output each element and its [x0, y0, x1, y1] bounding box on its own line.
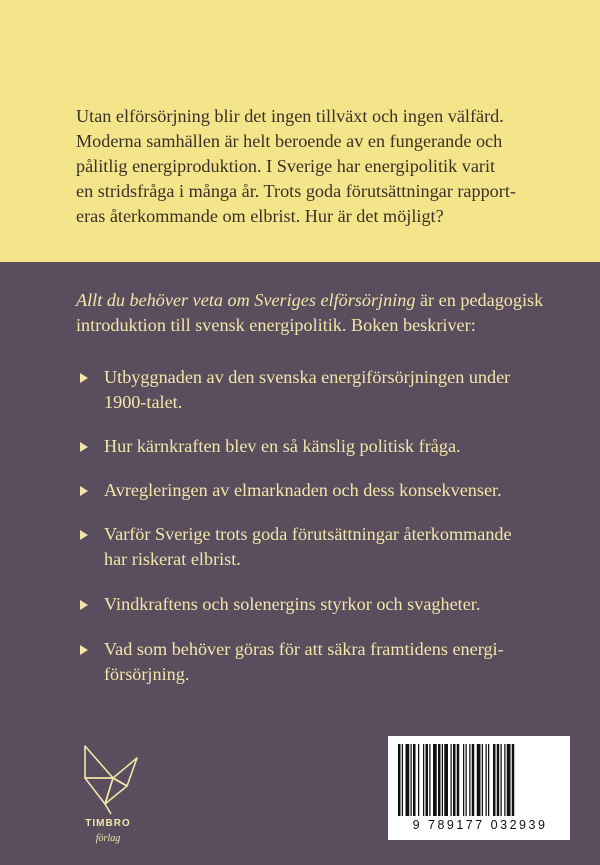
barcode-bar — [413, 744, 416, 816]
barcode-bar — [418, 744, 419, 816]
barcode-bar — [444, 744, 448, 816]
barcode-bar — [442, 744, 443, 816]
barcode-bar — [486, 744, 487, 816]
barcode-bar — [453, 744, 456, 816]
barcode-bar — [466, 744, 467, 816]
barcode-bar — [488, 744, 489, 816]
barcode-bar — [482, 744, 483, 816]
barcode — [388, 736, 570, 840]
barcode-bar — [463, 744, 464, 816]
barcode-bar — [433, 744, 437, 816]
lead-rest: är en pedagogisk introduktion till svensk energipolitik. Boken beskriver: — [76, 290, 544, 335]
triangle-bullet-icon — [80, 600, 88, 610]
barcode-bar — [477, 744, 481, 816]
bullet-item — [76, 478, 546, 503]
triangle-bullet-icon — [80, 373, 88, 383]
barcode-bar — [457, 744, 460, 816]
book-title: Allt du behöver veta om Sveriges elförsörjning — [76, 290, 416, 310]
barcode-bar — [398, 744, 401, 816]
barcode-bar — [406, 744, 410, 816]
bullet-text: Vindkraftens och solenergins styrkor och svagheter. — [104, 594, 481, 614]
barcode-bar — [497, 744, 500, 816]
intro-paragraph: Utan elförsörjning blir det ingen tillväxt och ingen välfärd. Moderna samhällen är helt beroende av en fungerande och pålitlig energiproduktion. I Sverige har energipolitik varit en stridsfråga i många år. Trots goda förutsättningar rapport- eras återkommande om elbrist. Hur är det möjligt? — [76, 106, 516, 226]
barcode-bar — [501, 744, 502, 816]
barcode-bars — [394, 744, 564, 816]
barcode-bar — [429, 744, 430, 816]
bullet-text: Varför Sverige trots goda förutsättningar återkommande har riskerat elbrist. — [104, 524, 512, 569]
bullet-item — [76, 434, 546, 459]
barcode-bar — [472, 744, 475, 816]
bullet-item — [76, 592, 546, 617]
barcode-bar — [493, 744, 496, 816]
triangle-bullet-icon — [80, 530, 88, 540]
bullet-text: Vad som behöver göras för att säkra framtidens energi- försörjning. — [104, 639, 504, 684]
triangle-bullet-icon — [80, 486, 88, 496]
triangle-bullet-icon — [80, 645, 88, 655]
barcode-bar — [402, 744, 403, 816]
barcode-bar — [469, 744, 470, 816]
barcode-bar — [438, 744, 441, 816]
bullet-item — [76, 522, 546, 572]
bullet-item — [76, 365, 546, 415]
triangle-bullet-icon — [80, 442, 88, 452]
barcode-bar — [451, 744, 452, 816]
bullet-text: Utbyggnaden av den svenska energiförsörjningen under 1900-talet. — [104, 367, 511, 412]
barcode-bar — [507, 744, 511, 816]
barcode-bar — [426, 744, 429, 816]
lead-paragraph — [76, 288, 546, 338]
bullet-list — [76, 365, 546, 687]
publisher-sub: förlag — [95, 833, 121, 844]
bullet-text: Avregleringen av elmarknaden och dess konsekvenser. — [104, 480, 502, 500]
barcode-bar — [512, 744, 515, 816]
barcode-bar — [423, 744, 424, 816]
bullet-item — [76, 637, 546, 687]
isbn-number: 9 789177 032939 — [412, 818, 548, 832]
publisher-name: TIMBRO — [85, 818, 131, 829]
bullet-text: Hur kärnkraften blev en så känslig politisk fråga. — [104, 436, 461, 456]
barcode-bar — [411, 744, 412, 816]
barcode-bar — [504, 744, 505, 816]
